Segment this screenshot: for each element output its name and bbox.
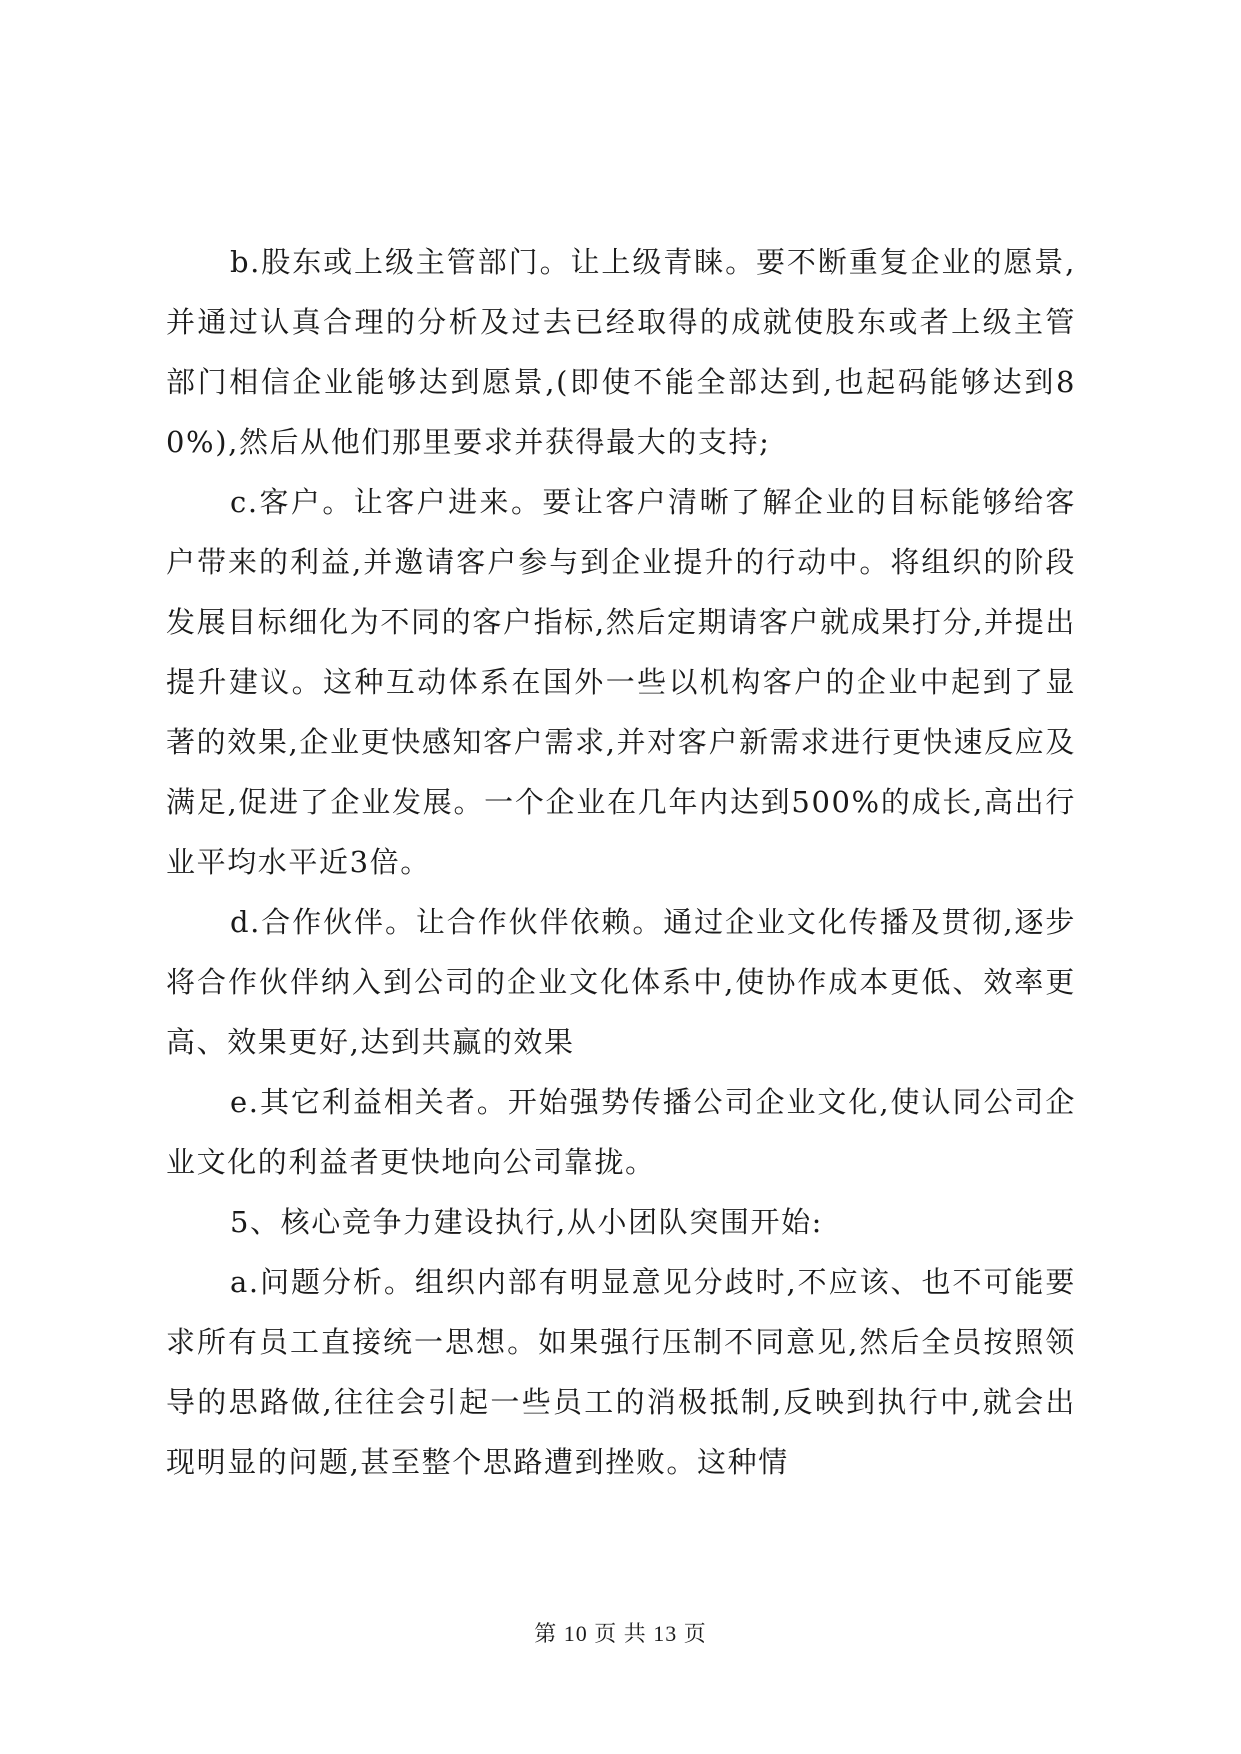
document-body [166,232,1076,1492]
paragraph-partners: d.合作伙伴。让合作伙伴依赖。通过企业文化传播及贯彻,逐步将合作伙伴纳入到公司的企业文化体系中,使协作成本更低、效率更高、效果更好,达到共赢的效果 [166,905,1076,1059]
paragraph-shareholders: b.股东或上级主管部门。让上级青睐。要不断重复企业的愿景,并通过认真合理的分析及过去已经取得的成就使股东或者上级主管部门相信企业能够达到愿景,(即使不能全部达到,也起码能够达到80%),然后从他们那里要求并获得最大的支持; [166,245,1076,459]
paragraph-other-stakeholders: e.其它利益相关者。开始强势传播公司企业文化,使认同公司企业文化的利益者更快地向公司靠拢。 [166,1085,1076,1179]
paragraph-customers: c.客户。让客户进来。要让客户清晰了解企业的目标能够给客户带来的利益,并邀请客户参与到企业提升的行动中。将组织的阶段发展目标细化为不同的客户指标,然后定期请客户就成果打分,并提出提升建议。这种互动体系在国外一些以机构客户的企业中起到了显著的效果,企业更快感知客户需求,并对客户新需求进行更快速反应及满足,促进了企业发展。一个企业在几年内达到500%的成长,高出行业平均水平近3倍。 [166,485,1076,879]
section-heading-core-competence: 5、核心竞争力建设执行,从小团队突围开始: [230,1205,824,1239]
paragraph-problem-analysis: a.问题分析。组织内部有明显意见分歧时,不应该、也不可能要求所有员工直接统一思想。如果强行压制不同意见,然后全员按照领导的思路做,往往会引起一些员工的消极抵制,反映到执行中,就会出现明显的问题,甚至整个思路遭到挫败。这种情 [166,1265,1076,1479]
page-footer: 第 10 页 共 13 页 [534,1621,707,1646]
